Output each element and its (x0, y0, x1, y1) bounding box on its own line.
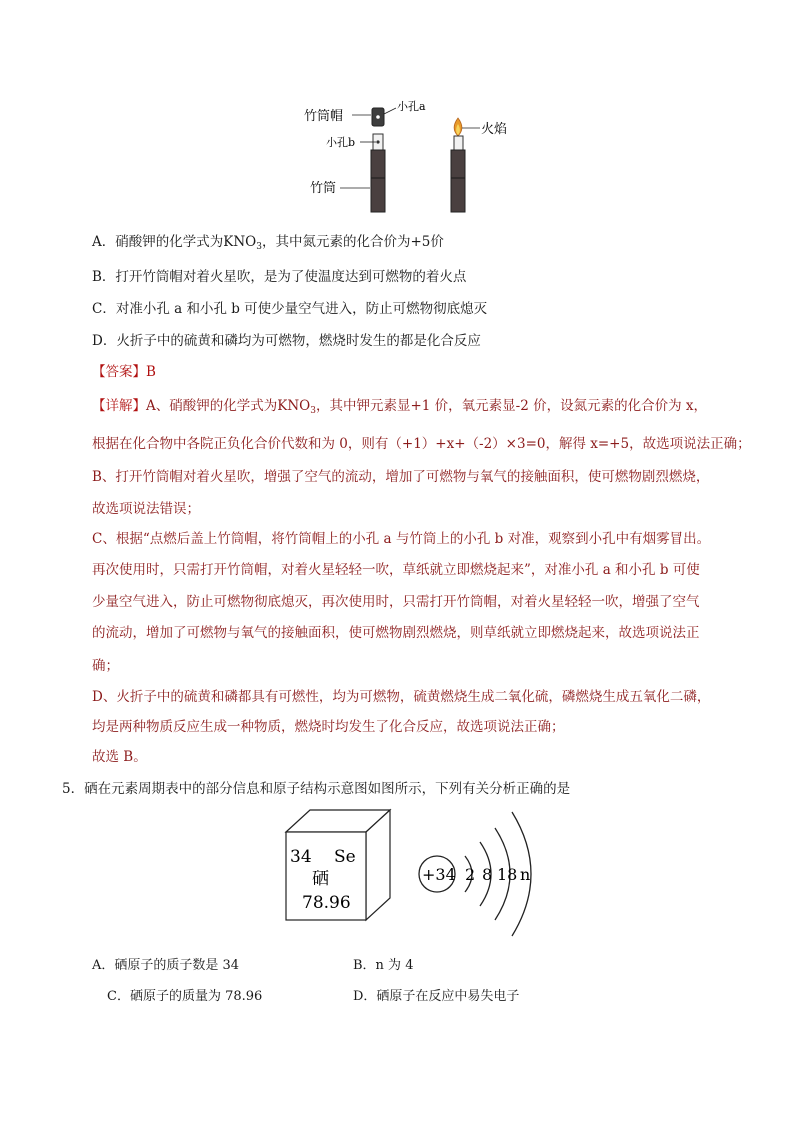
option-a-subscript: 3 (256, 242, 262, 252)
explanation-formula-subscript: 3 (310, 406, 316, 416)
fire-starter-figure (300, 96, 530, 222)
element-name: 硒 (312, 869, 329, 889)
element-symbol: Se (334, 847, 356, 867)
option-a-text: A．硝酸钾的化学式为 (92, 234, 224, 250)
option-c: C．对准小孔 a 和小孔 b 可使少量空气进入，防止可燃物彻底熄灭 (92, 301, 488, 317)
answer-tag: 【答案】 (92, 364, 146, 380)
bamboo-tube-shape (371, 150, 385, 212)
explanation-line-4: 故选项说法错误； (92, 501, 200, 517)
explanation-line-12: 故选 B。 (92, 749, 147, 765)
explanation-line-7: 少量空气进入，防止可燃物彻底熄灭，再次使用时，只需打开竹筒帽，对着火星轻轻一吹，增强了空气 (92, 594, 700, 610)
shell-1-count: 2 (465, 865, 476, 884)
explanation-line-6: 再次使用时，只需打开竹筒帽，对着火星轻轻一吹，草纸就立即燃烧起来”，对准小孔 a 和小孔 b 可使 (92, 562, 700, 578)
atomic-number: 34 (290, 847, 312, 867)
shell-2-count: 8 (482, 865, 493, 884)
explanation-formula: KNO (277, 398, 311, 414)
explanation-line-8: 的流动，增加了可燃物与氧气的接触面积，使可燃物剧烈燃烧，则草纸就立即燃烧起来，故选项说法正 (92, 625, 700, 641)
lit-tube-shape (451, 150, 465, 212)
explanation-line-1b: ，其中钾元素显+1 价，氧元素显-2 价，设氮元素的化合价为 x， (315, 398, 707, 414)
explanation-line-3: B、打开竹筒帽对着火星吹，增强了空气的流动，增加了可燃物与氧气的接触面积，使可燃物剧烈燃烧， (92, 469, 710, 485)
atomic-mass: 78.96 (302, 893, 351, 913)
label-tube: 竹筒 (310, 181, 337, 196)
nucleus-charge: +34 (422, 865, 456, 884)
explanation-line-2: 根据在化合物中各院正负化合价代数和为 0，则有（+1）+x+（-2）×3=0，解得 x=+5，故选项说法正确； (92, 436, 751, 452)
shell-3-count: 18 (497, 865, 518, 884)
option-a (92, 231, 444, 258)
q5-option-d: D．硒原子在反应中易失电子 (353, 989, 520, 1004)
explanation-line-1a: A、硝酸钾的化学式为 (146, 398, 278, 414)
q5-option-b: B．n 为 4 (353, 958, 414, 973)
explanation-line-1 (92, 395, 707, 422)
q5-option-c: C．硒原子的质量为 78.96 (107, 989, 263, 1004)
explanation-line-11: 均是两种物质反应生成一种物质，燃烧时均发生了化合反应，故选项说法正确； (92, 719, 565, 735)
hole-a-shape (376, 115, 380, 119)
label-hole-a: 小孔a (397, 100, 426, 113)
selenium-figure (282, 806, 552, 946)
q5-option-a: A．硒原子的质子数是 34 (92, 958, 240, 973)
option-b: B．打开竹筒帽对着火星吹，是为了使温度达到可燃物的着火点 (92, 269, 467, 285)
option-d: D．火折子中的硫黄和磷均为可燃物，燃烧时发生的都是化合反应 (92, 333, 481, 349)
answer-value: B (146, 364, 156, 380)
explanation-tag: 【详解】 (92, 398, 146, 414)
explanation-line-10: D、火折子中的硫黄和磷都具有可燃性，均为可燃物，硫黄燃烧生成二氧化硫，磷燃烧生成五氧化二磷， (92, 689, 711, 705)
option-a-rest: ，其中氮元素的化合价为+5价 (261, 234, 444, 250)
label-cap: 竹筒帽 (304, 109, 344, 124)
label-hole-b: 小孔b (326, 136, 356, 149)
answer-line (92, 361, 156, 383)
label-flame: 火焰 (481, 122, 508, 137)
shell-4-count: n (520, 865, 531, 884)
option-a-formula: KNO (223, 234, 257, 250)
question-5-stem: 5．硒在元素周期表中的部分信息和原子结构示意图如图所示，下列有关分析正确的是 (62, 781, 571, 797)
explanation-line-5: C、根据“点燃后盖上竹筒帽，将竹筒帽上的小孔 a 与竹筒上的小孔 b 对准，观察到小孔中有烟雾冒出。 (92, 531, 711, 547)
explanation-line-9: 确； (92, 658, 119, 674)
